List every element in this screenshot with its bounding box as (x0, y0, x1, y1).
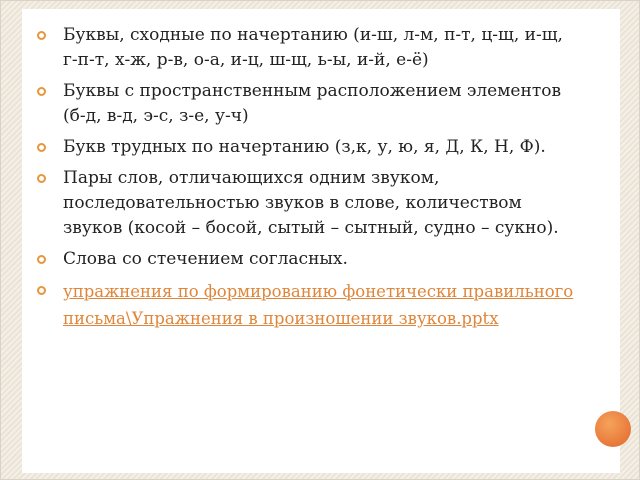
list-item-text: Пары слов, отличающихся одним звуком, последовательностью звуков в слове, количеством звуков (косой – босой, сытый – сытный, судно – сукно). (63, 168, 559, 238)
list-item (37, 23, 577, 73)
file-link[interactable]: упражнения по формированию фонетически правильного письма\Упражнения в произношении звуков.pptx (63, 282, 574, 328)
bullet-marker-icon (37, 143, 46, 152)
list-item (37, 135, 577, 160)
slide-content-area (22, 9, 620, 473)
list-item (37, 247, 577, 272)
bullet-marker-icon (37, 286, 46, 295)
decorative-circle-icon (595, 411, 631, 447)
list-item (37, 79, 577, 129)
list-item-link (37, 278, 577, 332)
list-item-text: Букв трудных по начертанию (з,к, у, ю, я, Д, К, Н, Ф). (63, 137, 546, 157)
bullet-marker-icon (37, 31, 46, 40)
bullet-marker-icon (37, 174, 46, 183)
list-item-text: Слова со стечением согласных. (63, 249, 348, 269)
bullet-marker-icon (37, 87, 46, 96)
bullet-list (37, 23, 577, 338)
bullet-marker-icon (37, 255, 46, 264)
list-item-text: Буквы, сходные по начертанию (и-ш, л-м, п-т, ц-щ, и-щ, г-п-т, х-ж, р-в, о-а, и-ц, ш-щ, ь-ы, и-й, е-ё) (63, 25, 563, 70)
list-item (37, 166, 577, 241)
list-item-text: Буквы с пространственным расположением элементов (б-д, в-д, э-с, з-е, у-ч) (63, 81, 562, 126)
